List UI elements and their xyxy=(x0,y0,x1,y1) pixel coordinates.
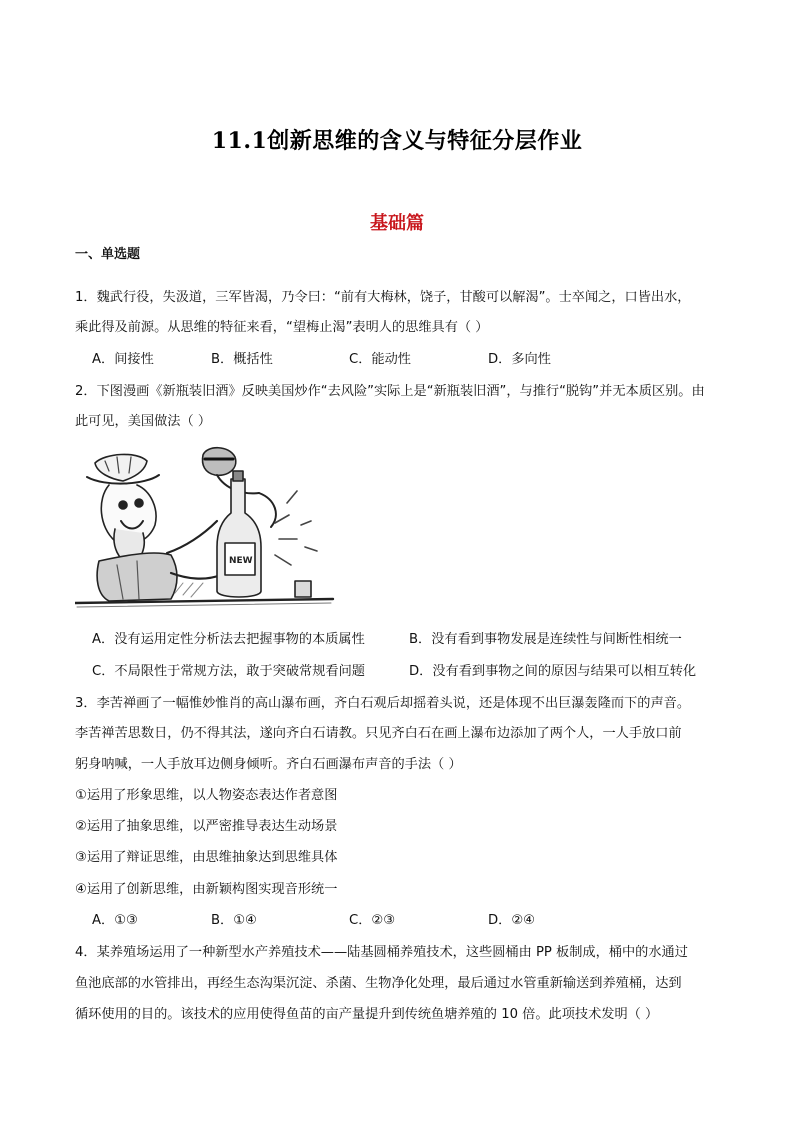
q3-statement: ①运用了形象思维，以人物姿态表达作者意图 xyxy=(75,788,338,803)
q3-line: 3．李苦禅画了一幅惟妙惟肖的高山瀑布画，齐白石观后却摇着头说，还是体现不出巨瀑轰隆而下的声音。 xyxy=(75,696,691,711)
q4-line: 循环使用的目的。该技术的应用使得鱼苗的亩产量提升到传统鱼塘养殖的 10 倍。此项技术发明（ ） xyxy=(75,1007,659,1022)
q1-option-d: D．多向性 xyxy=(488,352,551,367)
q3-statement: ②运用了抽象思维，以严密推导表达生动场景 xyxy=(75,819,338,834)
q1-option-a: A．间接性 xyxy=(92,352,154,367)
q3-option-c: C．②③ xyxy=(349,913,396,928)
q2-line: 2．下图漫画《新瓶装旧酒》反映美国炒作“去风险”实际上是“新瓶装旧酒”，与推行“脱钩”并无本质区别。由 xyxy=(75,384,705,399)
q1-option-b: B．概括性 xyxy=(211,352,273,367)
q3-option-d: D．②④ xyxy=(488,913,535,928)
q1-line: 1．魏武行役，失汲道，三军皆渴，乃令曰：“前有大梅林，饶子，甘酸可以解渴”。士卒闻之，口皆出水， xyxy=(75,290,691,305)
cartoon-image xyxy=(75,443,337,615)
q4-line: 4．某养殖场运用了一种新型水产养殖技术——陆基圆桶养殖技术，这些圆桶由 PP 板制成，桶中的水通过 xyxy=(75,945,688,960)
q3-line: 李苦禅苦思数日，仍不得其法，遂向齐白石请教。只见齐白石在画上瀑布边添加了两个人，一人手放口前 xyxy=(75,726,682,741)
q3-statement: ③运用了辩证思维，由思维抽象达到思维具体 xyxy=(75,850,338,865)
q2-option-c: C．不局限性于常规方法，敢于突破常规看问题 xyxy=(92,664,365,679)
q1-line: 乘此得及前源。从思维的特征来看，“望梅止渴”表明人的思维具有（ ） xyxy=(75,320,489,335)
page-title: 11.1创新思维的含义与特征分层作业 xyxy=(211,128,583,154)
q2-option-a: A．没有运用定性分析法去把握事物的本质属性 xyxy=(92,632,365,647)
q2-option-b: B．没有看到事物发展是连续性与间断性相统一 xyxy=(409,632,682,647)
q3-option-b: B．①④ xyxy=(211,913,257,928)
bottle-label: NEW xyxy=(229,556,253,566)
q3-option-a: A．①③ xyxy=(92,913,138,928)
q2-option-d: D．没有看到事物之间的原因与结果可以相互转化 xyxy=(409,664,697,679)
q1-option-c: C．能动性 xyxy=(349,352,411,367)
q2-line: 此可见，美国做法（ ） xyxy=(75,414,212,429)
section-title: 基础篇 xyxy=(370,213,424,234)
q4-line: 鱼池底部的水管排出，再经生态沟渠沉淀、杀菌、生物净化处理，最后通过水管重新输送到养殖桶，达到 xyxy=(75,976,682,991)
part-heading: 一、单选题 xyxy=(75,247,141,262)
q3-line: 躬身呐喊，一人手放耳边侧身倾听。齐白石画瀑布声音的手法（ ） xyxy=(75,757,462,772)
q3-statement: ④运用了创新思维，由新颖构图实现音形统一 xyxy=(75,882,338,897)
